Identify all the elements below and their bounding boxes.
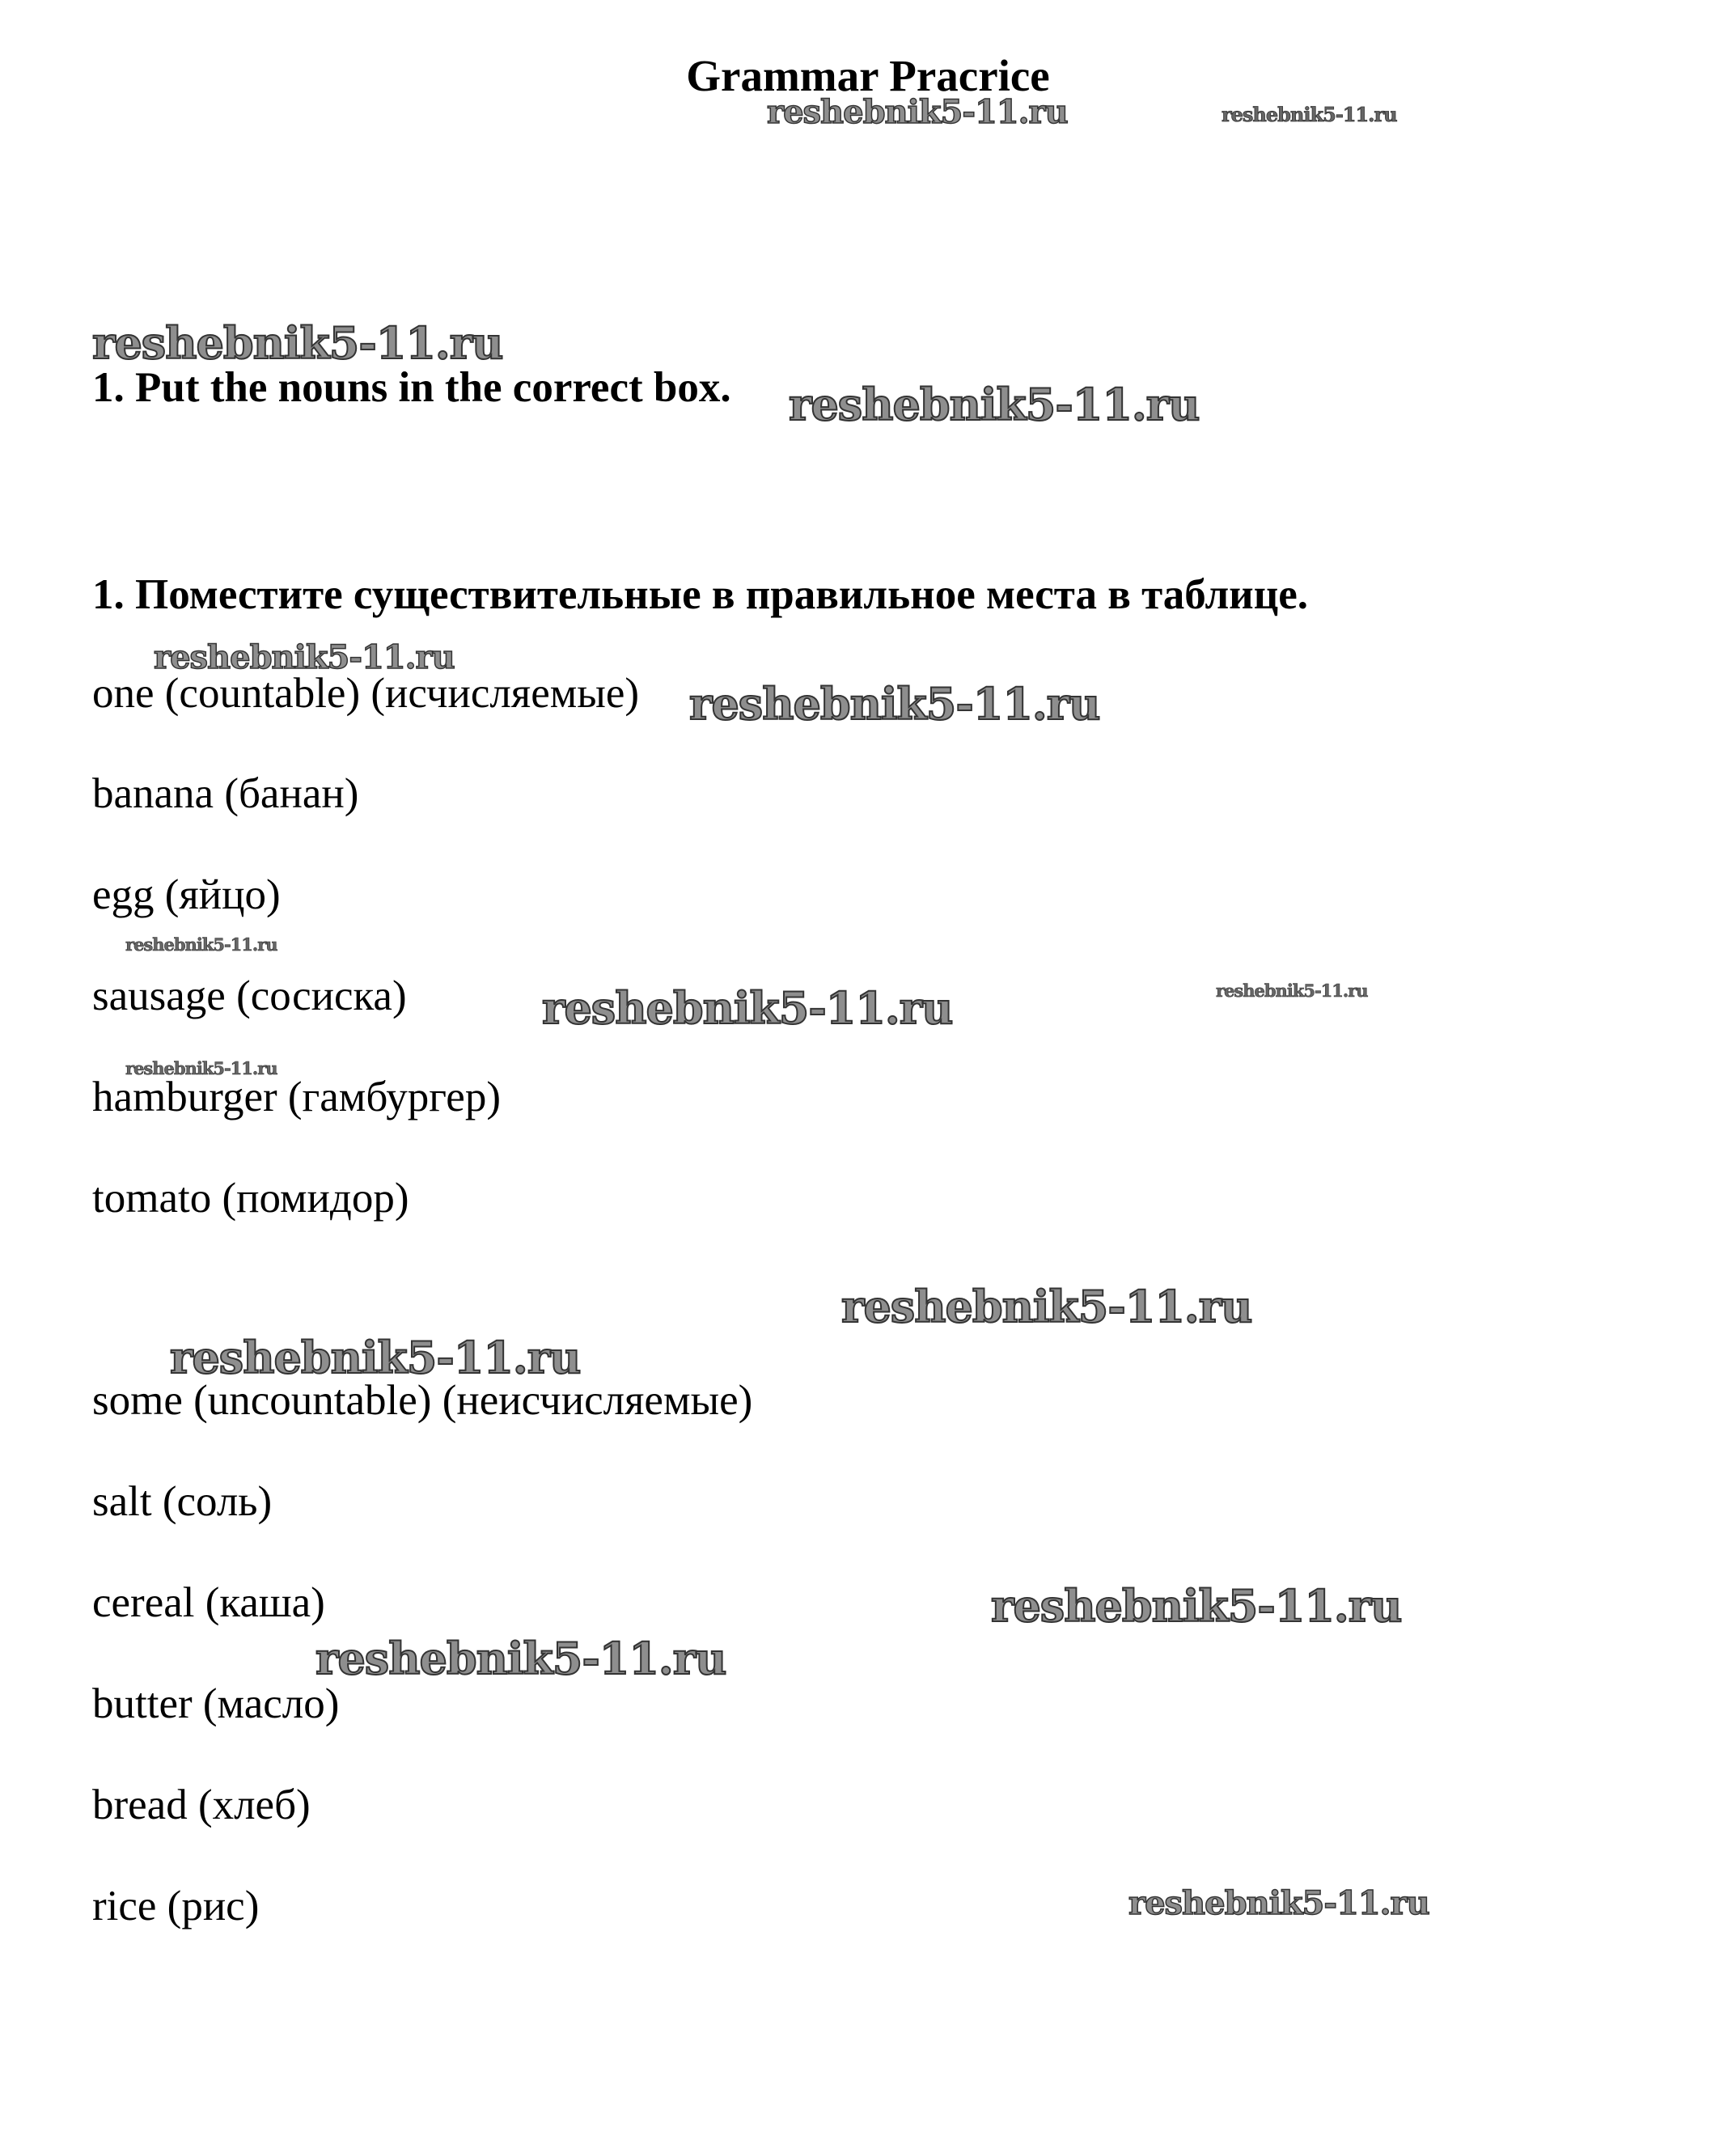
countable-item-hamburger: hamburger (гамбургер) [92, 1074, 501, 1120]
watermark: reshebnik5-11.ru [689, 678, 1100, 730]
uncountable-item-butter: butter (масло) [92, 1680, 340, 1727]
uncountable-item-salt: salt (соль) [92, 1478, 273, 1525]
watermark: reshebnik5-11.ru [841, 1281, 1252, 1332]
countable-item-banana: banana (банан) [92, 770, 359, 817]
uncountable-label: some (uncountable) (неисчисляемые) [92, 1377, 753, 1424]
watermark: reshebnik5-11.ru [542, 982, 953, 1034]
uncountable-item-cereal: cereal (каша) [92, 1579, 325, 1626]
watermark: reshebnik5-11.ru [1128, 1884, 1429, 1922]
watermark: reshebnik5-11.ru [767, 93, 1068, 131]
watermark: reshebnik5-11.ru [125, 1058, 277, 1078]
watermark: reshebnik5-11.ru [92, 317, 503, 369]
watermark: reshebnik5-11.ru [154, 638, 455, 676]
watermark: reshebnik5-11.ru [1216, 981, 1368, 1001]
countable-item-egg: egg (яйцо) [92, 871, 281, 918]
watermark: reshebnik5-11.ru [789, 379, 1200, 430]
exercise-heading-en: 1. Put the nouns in the correct box. [92, 364, 731, 411]
watermark: reshebnik5-11.ru [170, 1332, 581, 1383]
watermark: reshebnik5-11.ru [991, 1580, 1402, 1632]
uncountable-item-bread: bread (хлеб) [92, 1781, 311, 1828]
countable-label: one (countable) (исчисляемые) [92, 670, 640, 717]
uncountable-item-rice: rice (рис) [92, 1883, 260, 1930]
countable-item-tomato: tomato (помидор) [92, 1175, 409, 1222]
watermark: reshebnik5-11.ru [1222, 103, 1397, 126]
page-title: Grammar Pracrice [686, 51, 1050, 100]
countable-item-sausage: sausage (сосиска) [92, 972, 407, 1019]
exercise-heading-ru: 1. Поместите существительные в правильное места в таблице. [92, 571, 1309, 618]
watermark: reshebnik5-11.ru [315, 1633, 726, 1684]
watermark: reshebnik5-11.ru [125, 934, 277, 955]
